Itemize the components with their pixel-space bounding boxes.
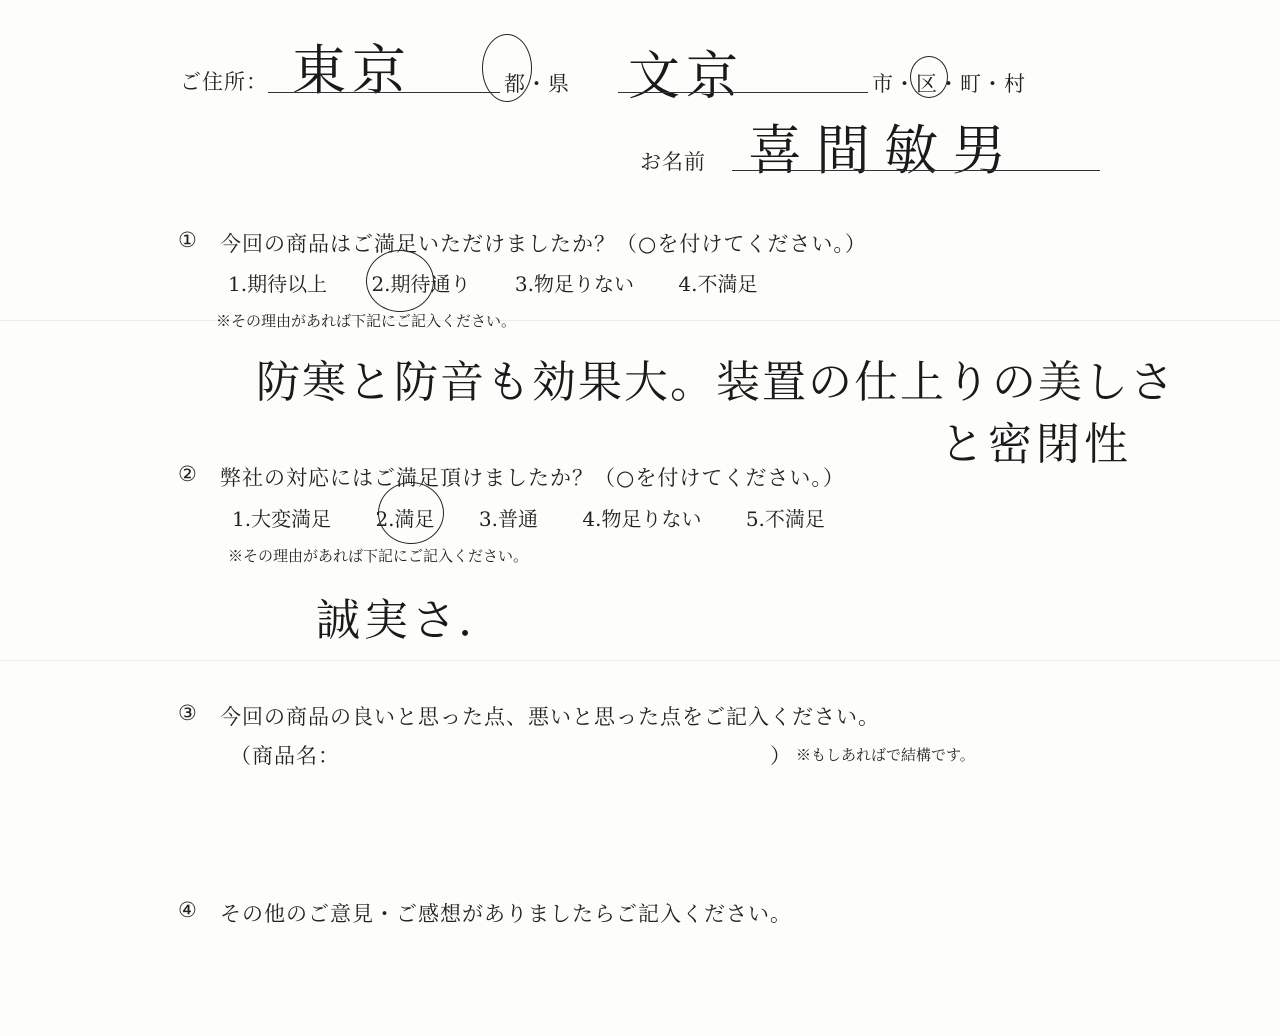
q4-question: その他のご意見・ご感想がありましたらご記入ください。 [220, 902, 792, 926]
q4-number: ④ [178, 898, 198, 922]
prefecture-suffix: 都・県 [504, 72, 570, 96]
q1-option[interactable]: 1.期待以上 [228, 272, 328, 296]
q3-product-close: ） [770, 744, 792, 768]
q1-options [228, 268, 795, 297]
q2-option[interactable]: 1.大変満足 [232, 507, 332, 531]
name-underline [732, 170, 1100, 171]
q2-option[interactable]: 3.普通 [478, 507, 538, 531]
q2-selected-circle-mark [378, 482, 444, 544]
q2-answer: 誠実さ． [316, 595, 507, 646]
q2-number: ② [178, 462, 198, 486]
city-underline [618, 92, 868, 93]
prefecture-underline [268, 92, 500, 93]
city-handwritten: 文京 [628, 47, 745, 107]
paper-fold-line [0, 660, 1280, 661]
q1-reason-prompt: ※その理由があれば下記にご記入ください。 [216, 312, 517, 330]
q2-option[interactable]: 2.満足 [375, 507, 435, 531]
q1-option[interactable]: 2.期待通り [371, 272, 471, 296]
q2-options [232, 503, 863, 532]
address-label: ご住所： [180, 70, 268, 94]
prefecture-handwritten: 東京 [292, 39, 412, 102]
q3-question: 今回の商品の良いと思った点、悪いと思った点をご記入ください。 [220, 705, 880, 729]
city-ward-circle-mark [910, 56, 948, 98]
q3-number: ③ [178, 701, 198, 725]
q2-reason-prompt: ※その理由があれば下記にご記入ください。 [228, 547, 529, 565]
q1-answer-line1: 防寒と防音も効果大。装置の仕上りの美しさ [256, 357, 1176, 408]
paper-fold-line [0, 320, 1280, 321]
name-handwritten: 喜間敏男 [748, 119, 1020, 182]
q1-question: 今回の商品はご満足いただけましたか？（○を付けてください。） [220, 232, 867, 256]
q1-option[interactable]: 3.物足りない [514, 272, 634, 296]
q2-question: 弊社の対応にはご満足頂けましたか？（○を付けてください。） [220, 466, 845, 490]
city-suffix: 市・区・町・村 [872, 72, 1026, 96]
q1-option[interactable]: 4.不満足 [678, 272, 758, 296]
q2-option[interactable]: 4.物足りない [582, 507, 702, 531]
q1-number: ① [178, 228, 198, 252]
q2-option[interactable]: 5.不満足 [745, 507, 825, 531]
q1-answer-line2: と密閉性 [940, 419, 1132, 470]
name-label: お名前 [640, 150, 706, 174]
q3-product-label: （商品名： [230, 744, 340, 768]
q1-selected-circle-mark [366, 250, 434, 312]
q3-product-note: ※もしあればで結構です。 [796, 746, 975, 764]
